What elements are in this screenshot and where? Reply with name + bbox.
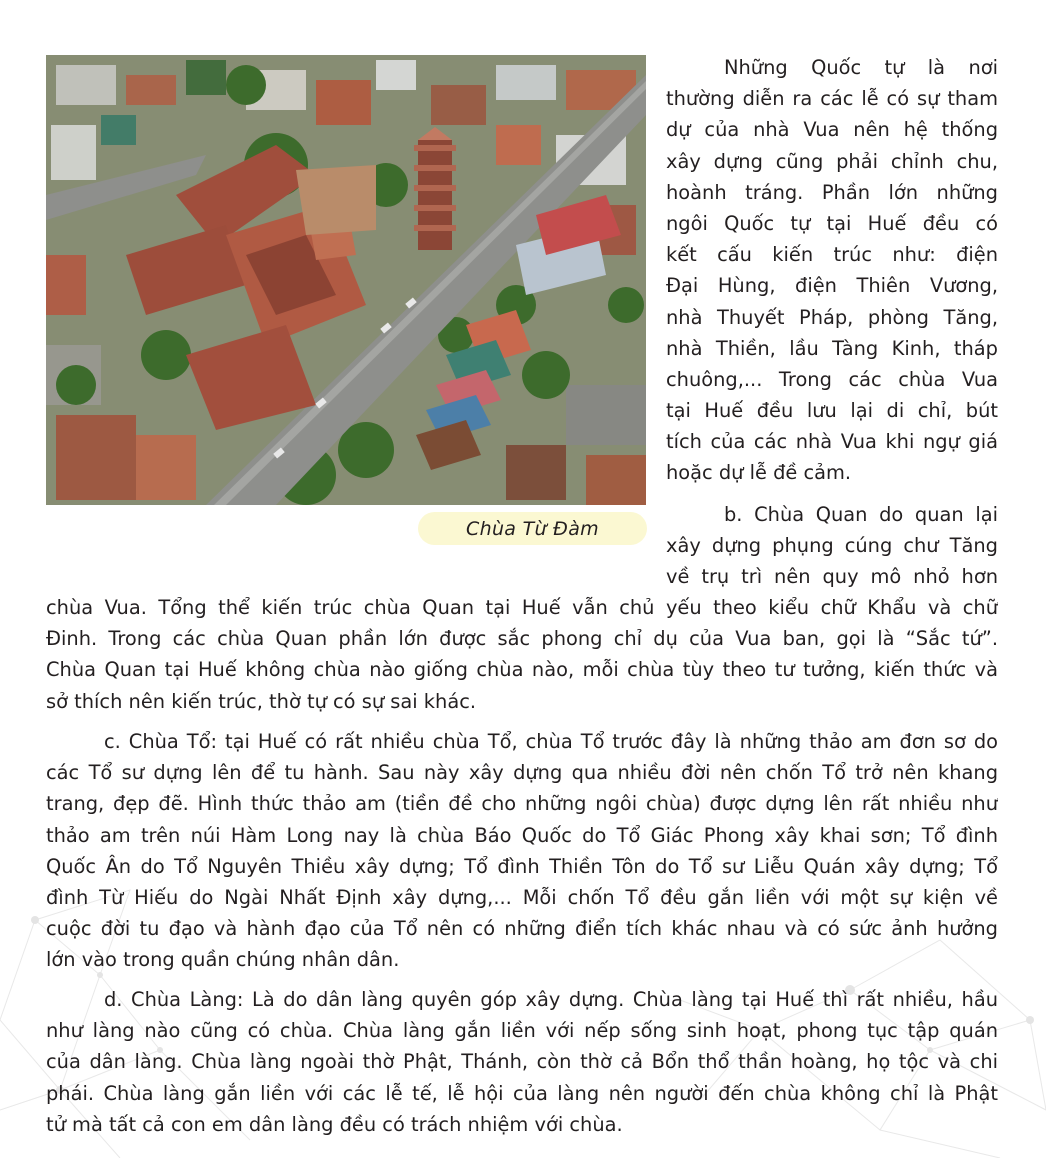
text-line: Những Quốc tự là nơi <box>724 56 998 79</box>
text-line: dự của nhà Vua nên hệ thống <box>666 118 998 142</box>
text-line: thường diễn ra các lễ có sự tham <box>666 87 998 111</box>
text-line: nhà Thuyết Pháp, phòng Tăng, <box>666 305 998 329</box>
text-line: các Tổ sư dựng lên để tu hành. Sau này xây dựng qua nhiều đời nên chốn Tổ trở nên khang <box>46 761 998 785</box>
text-line: tử mà tất cả con em dân làng đều có trách nhiệm với chùa. <box>46 1112 623 1136</box>
text-line: b. Chùa Quan do quan lại <box>724 503 998 526</box>
paragraph-chua-to <box>46 726 998 976</box>
text-line: Chùa Quan tại Huế không chùa nào giống chùa nào, mỗi chùa tùy theo tư tưởng, kiến thức và <box>46 658 998 682</box>
text-line: trang, đẹp đẽ. Hình thức thảo am (tiền đề cho những ngôi chùa) được dựng lên rất nhiều như <box>46 792 998 816</box>
text-line: c. Chùa Tổ: tại Huế có rất nhiều chùa Tổ, chùa Tổ trước đây là những thảo am đơn sơ do <box>104 730 998 753</box>
text-line: xây dựng cũng phải chỉnh chu, <box>666 149 998 173</box>
text-line: sở thích nên kiến trúc, thờ tự có sự sai khác. <box>46 689 477 713</box>
text-line: chuông,... Trong các chùa Vua <box>666 367 998 391</box>
paragraph-chua-quan-start <box>666 499 998 593</box>
aerial-photo-tu-dam-pagoda <box>46 55 646 505</box>
text-line: hoặc dự lễ đề cảm. <box>666 461 852 485</box>
text-line: của dân làng. Chùa làng ngoài thờ Phật, Thánh, còn thờ cả Bổn thổ thần hoàng, họ tộc và chi <box>46 1050 998 1074</box>
text-line: lớn vào trong quần chúng nhân dân. <box>46 948 400 972</box>
paragraph-chua-quan-continued <box>46 592 998 717</box>
text-line: nhà Thiền, lầu Tàng Kinh, tháp <box>666 336 998 360</box>
paragraph-quoc-tu <box>666 52 998 489</box>
text-line: kết cấu kiến trúc như: điện <box>666 243 998 267</box>
figure <box>46 55 646 540</box>
text-line: cuộc đời tu đạo và hành đạo của Tổ nên có những điển tích khác nhau và có sức ảnh hưởng <box>46 917 998 941</box>
text-line: về trụ trì nên quy mô nhỏ hơn <box>666 565 998 589</box>
text-line: hoành tráng. Phần lớn những <box>666 180 998 204</box>
text-line: Đinh. Trong các chùa Quan phần lớn được sắc phong chỉ dụ của Vua ban, gọi là “Sắc tứ”. <box>46 627 998 651</box>
text-line: xây dựng phụng cúng chư Tăng <box>666 534 998 558</box>
text-line: tích của các nhà Vua khi ngự giá <box>666 430 998 454</box>
text-line: Đại Hùng, điện Thiên Vương, <box>666 274 998 298</box>
text-line: thảo am trên núi Hàm Long nay là chùa Báo Quốc do Tổ Giác Phong xây khai sơn; Tổ đình <box>46 823 998 847</box>
text-line: phái. Chùa làng gắn liền với các lễ tế, lễ hội của làng nên người đến chùa không chỉ là Phật <box>46 1081 998 1105</box>
photo-illustration <box>46 55 646 505</box>
text-line: Quốc Ân do Tổ Nguyên Thiều xây dựng; Tổ đình Thiền Tôn do Tổ sư Liễu Quán xây dựng; Tổ <box>46 854 998 878</box>
text-line: như làng nào cũng có chùa. Chùa làng gắn liền với nếp sống sinh hoạt, phong tục tập quán <box>46 1019 998 1043</box>
paragraph-chua-lang <box>46 984 998 1140</box>
figure-caption: Chùa Từ Đàm <box>418 512 647 545</box>
text-line: d. Chùa Làng: Là do dân làng quyên góp xây dựng. Chùa làng tại Huế thì rất nhiều, hầu <box>104 988 998 1011</box>
text-line: tại Huế đều lưu lại di chỉ, bút <box>666 399 998 423</box>
text-line: chùa Vua. Tổng thể kiến trúc chùa Quan tại Huế vẫn chủ yếu theo kiểu chữ Khẩu và chữ <box>46 596 998 619</box>
text-line: đình Từ Hiếu do Ngài Nhất Định xây dựng,... Mỗi chốn Tổ đều gắn liền với một sự kiện về <box>46 885 998 909</box>
text-line: ngôi Quốc tự tại Huế đều có <box>666 211 998 235</box>
